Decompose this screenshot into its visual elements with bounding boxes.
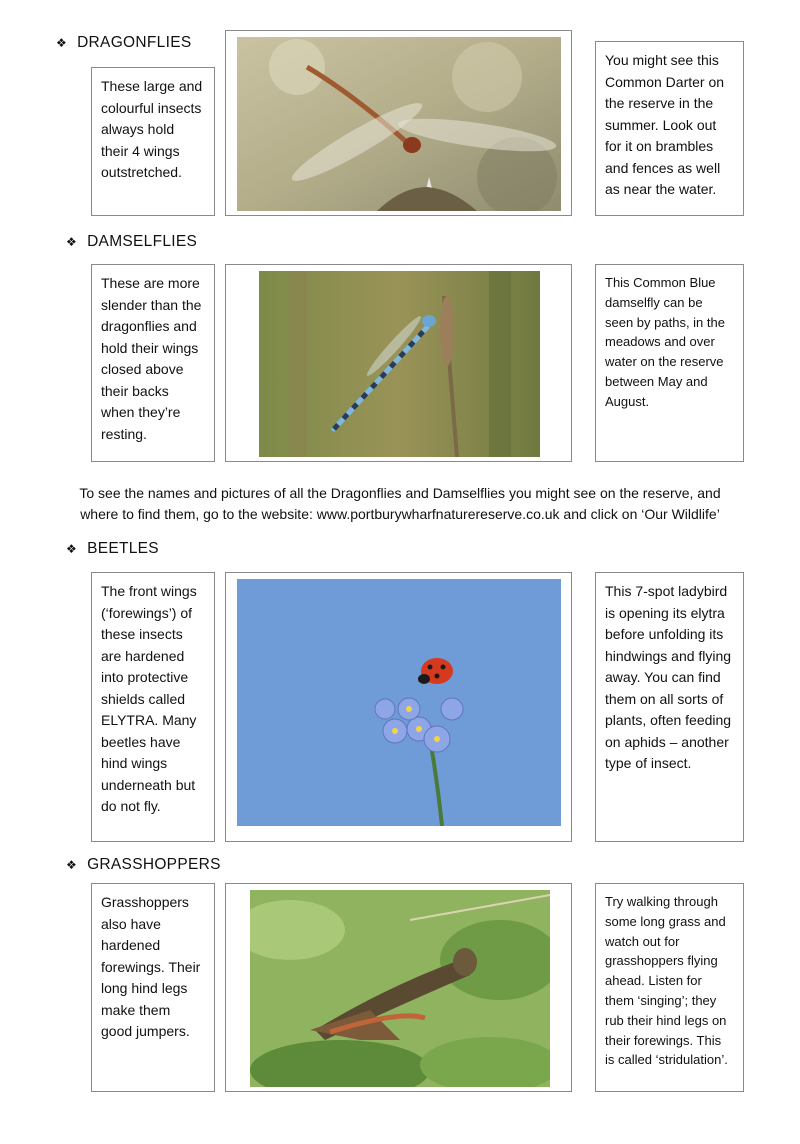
grasshoppers-info-box [595, 883, 744, 1092]
diamond-bullet-icon: ❖ [66, 542, 78, 556]
dragonfly-photo [237, 37, 561, 211]
heading-text: DAMSELFLIES [87, 233, 198, 250]
ladybird-photo [237, 579, 561, 826]
website-note [40, 483, 760, 525]
ladybird-photo-frame [225, 572, 572, 842]
grasshoppers-description-box [91, 883, 215, 1092]
diamond-bullet-icon: ❖ [66, 235, 78, 249]
section-heading-damselflies [66, 233, 197, 251]
heading-text: GRASSHOPPERS [87, 856, 221, 873]
diamond-bullet-icon: ❖ [56, 36, 68, 50]
dragonfly-photo-frame [225, 30, 572, 216]
website-note-line2: where to find them, go to the website: www.portburywharfnaturereserve.co.uk and click on ‘Our Wildlife’ [80, 506, 720, 522]
dragonflies-info: You might see this Common Darter on the reserve in the summer. Look out for it on brambles and fences as well as near the water. [605, 52, 725, 197]
grasshopper-photo-frame [225, 883, 572, 1092]
damselfly-photo-frame [225, 264, 572, 462]
beetles-info: This 7-spot ladybird is opening its elytra before unfolding its hindwings and flying away. You can find them on all sorts of plants, often feeding on aphids – another type of insect. [605, 583, 732, 771]
grasshopper-photo [250, 890, 550, 1087]
damselflies-info: This Common Blue damselfly can be seen by paths, in the meadows and over water on the reserve between May and August. [605, 275, 725, 409]
section-heading-beetles [66, 540, 159, 558]
grasshoppers-info: Try walking through some long grass and watch out for grasshoppers flying ahead. Listen for them ‘singing’; they rub their hind legs on their forewings. This is called ‘stridulation’. [605, 894, 728, 1068]
damselflies-description: These are more slender than the dragonflies and hold their wings closed above their backs when they’re resting. [101, 275, 202, 442]
beetles-info-box [595, 572, 744, 842]
damselflies-info-box [595, 264, 744, 462]
beetles-description: The front wings (‘forewings’) of these insects are hardened into protective shields called ELYTRA. Many beetles have hind wings underneath but do not fly. [101, 583, 197, 814]
dragonflies-description-box [91, 67, 215, 216]
heading-text: BEETLES [87, 540, 159, 557]
website-note-line1: To see the names and pictures of all the Dragonflies and Damselflies you might see on the reserve, and [79, 485, 721, 501]
dragonflies-description: These large and colourful insects always hold their 4 wings outstretched. [101, 78, 203, 180]
section-heading-grasshoppers [66, 856, 221, 874]
dragonflies-info-box [595, 41, 744, 216]
beetles-description-box [91, 572, 215, 842]
heading-text: DRAGONFLIES [77, 34, 192, 51]
damselfly-photo [259, 271, 540, 457]
damselflies-description-box [91, 264, 215, 462]
section-heading-dragonflies [56, 34, 191, 52]
grasshoppers-description: Grasshoppers also have hardened forewings. Their long hind legs make them good jumpers. [101, 894, 201, 1039]
diamond-bullet-icon: ❖ [66, 858, 78, 872]
